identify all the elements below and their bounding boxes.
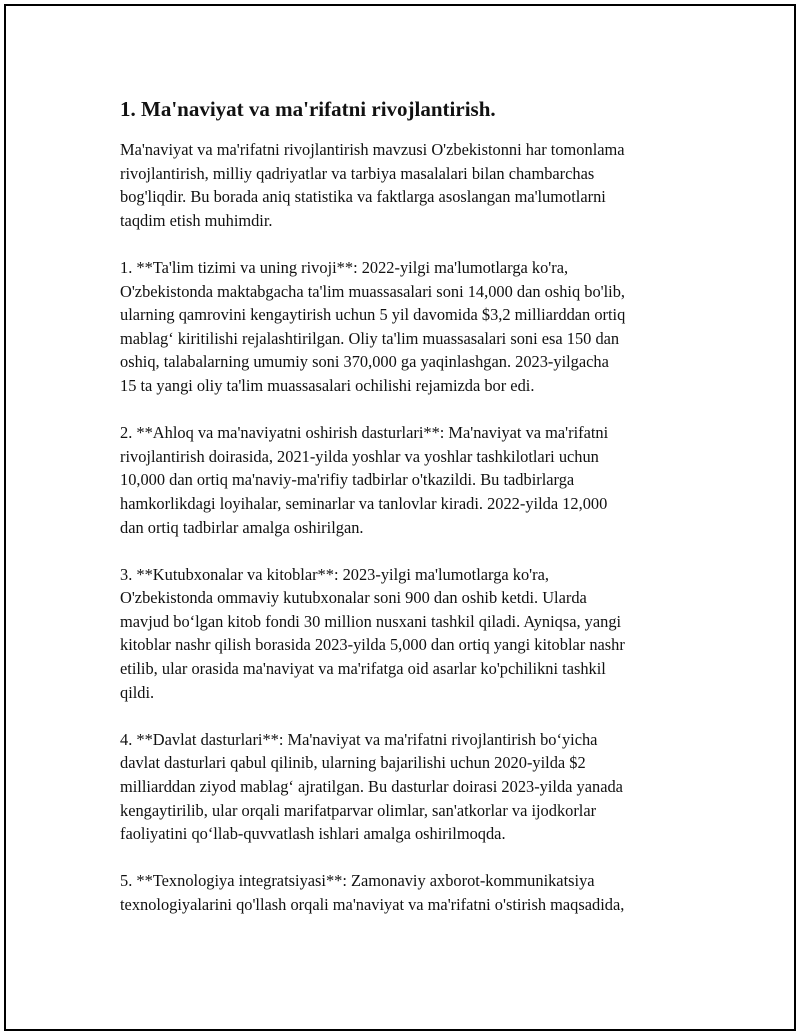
text-line: kitoblar nashr qilish borasida 2023-yilda 5,000 dan ortiq yangi kitoblar nashr [120, 635, 625, 655]
text-line: mavjud bo‘lgan kitob fondi 30 million nusxani tashkil qiladi. Ayniqsa, yangi [120, 611, 622, 631]
text-line: 5. **Texnologiya integratsiyasi**: Zamonaviy axborot-kommunikatsiya [120, 871, 595, 891]
document-heading: 1. Ma'naviyat va ma'rifatni rivojlantirish. [120, 97, 496, 121]
text-line: Ma'naviyat va ma'rifatni rivojlantirish mavzusi O'zbekistonni har tomonlama [120, 140, 625, 159]
text-line: rivojlantirish doirasida, 2021-yilda yoshlar va yoshlar tashkilotlari uchun [120, 446, 599, 466]
text-line: 3. **Kutubxonalar va kitoblar**: 2023-yilgi ma'lumotlarga ko'ra, [120, 564, 549, 584]
text-line: bog'liqdir. Bu borada aniq statistika va faktlarga asoslangan ma'lumotlarni [120, 187, 606, 207]
intro-paragraph [120, 138, 700, 232]
text-line: faoliyatini qo‘llab-quvvatlash ishlari amalga oshirilmoqda. [120, 824, 506, 844]
section-libraries-paragraph [120, 563, 700, 705]
text-line: ularning qamrovini kengaytirish uchun 5 yil davomida $3,2 milliarddan ortiq [120, 305, 626, 325]
text-line: O'zbekistonda maktabgacha ta'lim muassasalari soni 14,000 dan oshiq bo'lib, [120, 281, 626, 301]
page-frame [4, 4, 796, 1031]
text-line: 1. **Ta'lim tizimi va uning rivoji**: 2022-yilgi ma'lumotlarga ko'ra, [120, 257, 569, 277]
text-line: milliarddan ziyod mablag‘ ajratilgan. Bu dasturlar doirasi 2023-yilda yanada [120, 777, 623, 797]
text-line: 2. **Ahloq va ma'naviyatni oshirish dasturlari**: Ma'naviyat va ma'rifatni [120, 423, 609, 443]
text-line: qildi. [120, 682, 155, 702]
text-line: dan ortiq tadbirlar amalga oshirilgan. [120, 517, 364, 537]
text-line: mablag‘ kiritilishi rejalashtirilgan. Oliy ta'lim muassasalari soni esa 150 dan [120, 328, 620, 348]
text-line: 15 ta yangi oliy ta'lim muassasalari ochilishi rejamizda bor edi. [120, 375, 535, 395]
text-line: rivojlantirish, milliy qadriyatlar va tarbiya masalalari bilan chambarchas [120, 163, 595, 183]
text-line: 4. **Davlat dasturlari**: Ma'naviyat va ma'rifatni rivojlantirish bo‘yicha [120, 729, 598, 749]
text-line: taqdim etish muhimdir. [120, 210, 273, 230]
text-line: kengaytirilib, ular orqali marifatparvar olimlar, san'atkorlar va ijodkorlar [120, 800, 597, 820]
text-line: 10,000 dan ortiq ma'naviy-ma'rifiy tadbirlar o'tkazildi. Bu tadbirlarga [120, 470, 575, 490]
section-education-paragraph [120, 256, 700, 398]
text-line: davlat dasturlari qabul qilinib, ularning bajarilishi uchun 2020-yilda $2 [120, 753, 586, 773]
section-technology-paragraph [120, 869, 700, 916]
section-state-programs-paragraph [120, 728, 700, 846]
text-line: oshiq, talabalarning umumiy soni 370,000 ga yaqinlashgan. 2023-yilgacha [120, 352, 609, 372]
text-line: O'zbekistonda ommaviy kutubxonalar soni 900 dan oshib ketdi. Ularda [120, 588, 587, 608]
section-programs-paragraph [120, 421, 700, 539]
text-line: etilib, ular orasida ma'naviyat va ma'rifatga oid asarlar ko'pchilikni tashkil [120, 659, 606, 679]
text-line: texnologiyalarini qo'llash orqali ma'naviyat va ma'rifatni o'stirish maqsadida, [120, 895, 625, 914]
text-line: hamkorlikdagi loyihalar, seminarlar va tanlovlar kiradi. 2022-yilda 12,000 [120, 493, 608, 513]
document-body [120, 94, 700, 940]
